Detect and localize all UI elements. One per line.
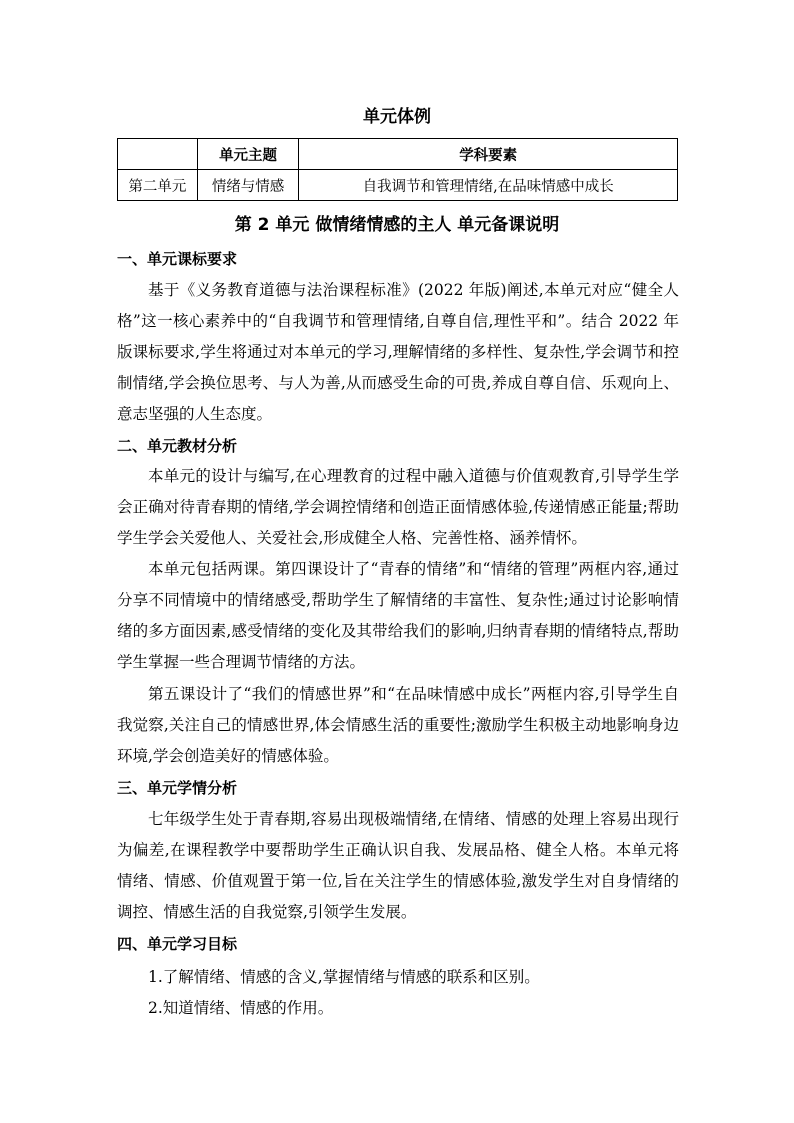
unit-table bbox=[117, 138, 678, 201]
section-title: 四、单元学习目标 bbox=[117, 935, 238, 953]
table-cell: 情绪与情感 bbox=[197, 170, 299, 201]
paragraph: 基于《义务教育道德与法治课程标准》(2022 年版)阐述,本单元对应“健全人格”这一核心素养中的“自我调节和管理情绪,自尊自信,理性平和”。结合 2022 年版课标要求,学生将通过对本单元的学习,理解情绪的多样性、复杂性,学会调节和控制情绪,学会换位思考、与人为善,从而感受生命的可贵,养成自尊自信、乐观向上、意志坚强的人生态度。 bbox=[117, 281, 679, 423]
learning-goal-item: 2.知道情绪、情感的作用。 bbox=[148, 999, 334, 1017]
paragraph: 七年级学生处于青春期,容易出现极端情绪,在情绪、情感的处理上容易出现行为偏差,在课程教学中要帮助学生正确认识自我、发展品格、健全人格。本单元将情绪、情感、价值观置于第一位,旨在关注学生的情感体验,激发学生对自身情绪的调控、情感生活的自我觉察,引领学生发展。 bbox=[117, 810, 679, 921]
table-cell: 自我调节和管理情绪,在品味情感中成长 bbox=[299, 170, 678, 201]
table-cell: 第二单元 bbox=[118, 170, 198, 201]
learning-goal-item: 1.了解情绪、情感的含义,掌握情绪与情感的联系和区别。 bbox=[148, 968, 540, 986]
paragraph: 本单元的设计与编写,在心理教育的过程中融入道德与价值观教育,引导学生学会正确对待青春期的情绪,学会调控情绪和创造正面情感体验,传递情感正能量;帮助学生学会关爱他人、关爱社会,形成健全人格、完善性格、涵养情怀。 bbox=[117, 467, 679, 547]
paragraph: 本单元包括两课。第四课设计了“青春的情绪”和“情绪的管理”两框内容,通过分享不同情境中的情绪感受,帮助学生了解情绪的丰富性、复杂性;通过讨论影响情绪的多方面因素,感受情绪的变化及其带给我们的影响,归纳青春期的情绪特点,帮助学生掌握一些合理调节情绪的方法。 bbox=[117, 560, 679, 671]
section-title: 一、单元课标要求 bbox=[117, 250, 238, 268]
doc-title: 单元体例 bbox=[363, 107, 431, 127]
table-row bbox=[118, 170, 678, 201]
section-title: 二、单元教材分析 bbox=[117, 437, 238, 455]
table-header-cell bbox=[118, 139, 198, 170]
table-header-cell: 学科要素 bbox=[299, 139, 678, 170]
section-title: 三、单元学情分析 bbox=[117, 779, 238, 797]
paragraph: 第五课设计了“我们的情感世界”和“在品味情感中成长”两框内容,引导学生自我觉察,关注自己的情感世界,体会情感生活的重要性;激励学生积极主动地影响身边环境,学会创造美好的情感体验。 bbox=[117, 685, 679, 765]
table-header-cell: 单元主题 bbox=[197, 139, 299, 170]
doc-heading: 第 2 单元 做情绪情感的主人 单元备课说明 bbox=[234, 215, 560, 235]
table-header-row bbox=[118, 139, 678, 170]
